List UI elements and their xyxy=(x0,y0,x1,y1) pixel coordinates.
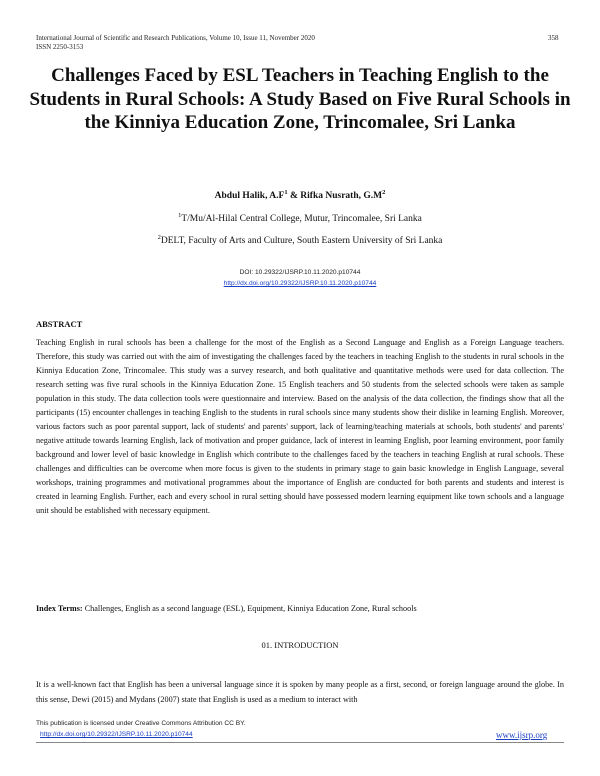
author-1-sup: 1 xyxy=(284,188,288,196)
doi-link[interactable]: http://dx.doi.org/10.29322/IJSRP.10.11.2020.p10744 xyxy=(223,280,377,287)
abstract-heading: ABSTRACT xyxy=(36,319,83,329)
author-1: Abdul Halik, A.F xyxy=(214,191,285,201)
affiliation-1-sup: 1 xyxy=(178,211,182,219)
issn-line: ISSN 2250-3153 xyxy=(36,43,84,51)
page-number: 358 xyxy=(548,34,559,42)
abstract-body: Teaching English in rural schools has been a challenge for the most of the English as a Second Language and English as a Foreign Language teachers. Therefore, this study was carried out with the aim of investigating the challenges faced by the teachers in teaching English to the students in rural schools in the Kinniya Education Zone, Trincomalee. This study was a survey research, and both qualitative and quantitative methods were used for data collection. The research setting was five rural schools in the Kinniya Education Zone. 15 English teachers and 50 students from the selected schools were taken as sample population in this study. The data collection tools were questionnaire and interview. Based on the analysis of the data collection, the findings show that all the participants (15) encounter challenges in teaching English to the students in rural schools since many students show their dislike in learning English. Moreover, various factors such as poor parental support, lack of students' and parents' support, lack of learning/teaching materials at schools, both students' and parents' negative attitude towards learning English, lack of motivation and proper guidance, lack of interest in learning English, poor learning environment, poor family background and lower level of basic knowledge in English which contribute to the challenges faced by the teachers in teaching English at rural schools. These challenges and difficulties can be overcome when more focus is given to the students in primary stage to gain basic knowledge in English Language, several workshops, training programmes and motivational programmes about the importance of English are conducted for both parents and students and interest is created in learning English. Further, each and every school in rural setting should have possessed modern learning equipment like town schools and a language unit should be established with necessary equipment. xyxy=(36,338,564,515)
introduction-paragraph: It is a well-known fact that English has been a universal language since it is spoken by many people as a first, second, or foreign language around the globe. In this sense, Dewi (2015) and Mydans (2007) state that English is used as a medium to interact with xyxy=(36,680,564,704)
running-header xyxy=(36,34,315,52)
author-separator: & xyxy=(287,191,301,201)
journal-line: International Journal of Scientific and Research Publications, Volume 10, Issue 11, November 2020 xyxy=(36,34,315,42)
index-terms-text: Challenges, English as a second language (ESL), Equipment, Kinniya Education Zone, Rural schools xyxy=(82,604,417,613)
section-heading-introduction: 01. INTRODUCTION xyxy=(261,640,339,650)
affiliation-2-sup: 2 xyxy=(157,233,161,241)
affiliation-2-text: DELT, Faculty of Arts and Culture, South Eastern University of Sri Lanka xyxy=(160,236,443,246)
footer-doi-link[interactable]: http://dx.doi.org/10.29322/IJSRP.10.11.2020.p10744 xyxy=(40,731,193,738)
license-notice: This publication is licensed under Creative Commons Attribution CC BY. xyxy=(36,720,246,727)
author-2: Rifka Nusrath, G.M xyxy=(300,191,383,201)
affiliation-1-text: T/Mu/Al-Hilal Central College, Mutur, Trincomalee, Sri Lanka xyxy=(181,214,422,224)
author-2-sup: 2 xyxy=(382,188,386,196)
index-terms xyxy=(36,604,564,613)
paper-title: Challenges Faced by ESL Teachers in Teaching English to the Students in Rural Schools: A Study Based on Five Rural Schools in the Kinniya Education Zone, Trincomalee, Sri Lanka xyxy=(29,65,571,133)
index-terms-label: Index Terms: xyxy=(36,604,83,613)
footer-rule xyxy=(36,742,564,743)
affiliation-1 xyxy=(0,211,600,224)
website-link[interactable]: www.ijsrp.org xyxy=(496,730,548,740)
author-line xyxy=(0,188,600,201)
affiliation-2 xyxy=(0,233,600,246)
doi-label: DOI: 10.29322/IJSRP.10.11.2020.p10744 xyxy=(239,269,361,276)
